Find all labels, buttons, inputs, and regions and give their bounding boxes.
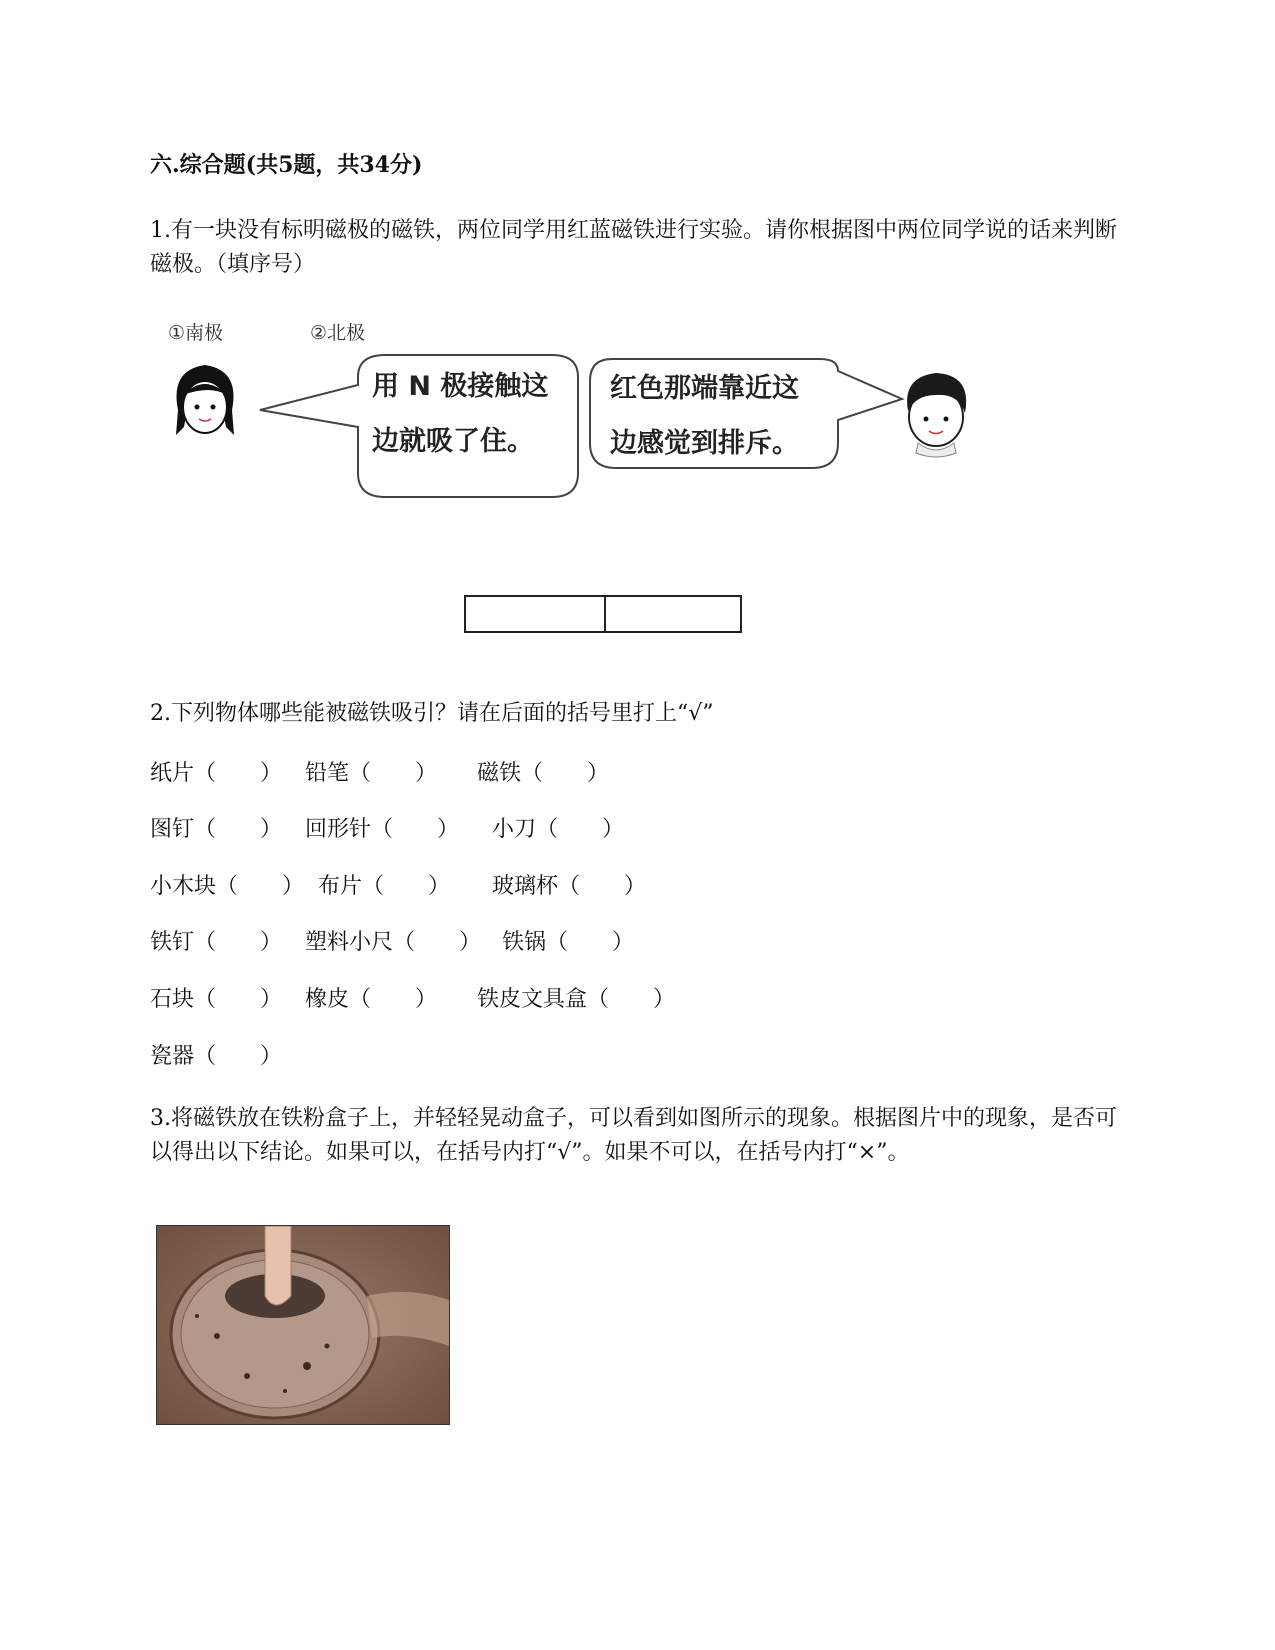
option-south-label: ①南极 bbox=[168, 322, 224, 344]
section-title: 六.综合题(共5题，共34分) bbox=[150, 152, 423, 178]
item-stone: 石块（ ） bbox=[150, 987, 283, 1012]
item-porcelain: 瓷器（ ） bbox=[150, 1044, 283, 1069]
item-iron-nail: 铁钉（ ） bbox=[150, 930, 283, 955]
item-tin-pencil-box: 铁皮文具盒（ ） bbox=[477, 987, 676, 1012]
answer-cell-right[interactable] bbox=[604, 597, 740, 631]
item-wood-block: 小木块（ ） bbox=[150, 874, 305, 899]
answer-box bbox=[464, 595, 742, 633]
item-iron-pot: 铁锅（ ） bbox=[502, 930, 635, 955]
item-paperclip: 回形针（ ） bbox=[305, 817, 460, 842]
girl-face-icon bbox=[176, 365, 234, 435]
item-cloth: 布片（ ） bbox=[318, 874, 451, 899]
question-3-text: 3.将磁铁放在铁粉盒子上，并轻轻晃动盒子，可以看到如图所示的现象。根据图片中的现象，是否可以得出以下结论。如果可以，在括号内打“√”。如果不可以，在括号内打“×”。 bbox=[150, 1106, 1117, 1165]
item-plastic-ruler: 塑料小尺（ ） bbox=[305, 930, 482, 955]
question-2-text: 2.下列物体哪些能被磁铁吸引？请在后面的括号里打上“√” bbox=[150, 701, 714, 726]
question-1-text: 1.有一块没有标明磁极的磁铁，两位同学用红蓝磁铁进行实验。请你根据图中两位同学说的话来判断磁极。（填序号） bbox=[150, 218, 1117, 277]
boy-face-icon bbox=[907, 373, 966, 457]
option-north-label: ②北极 bbox=[310, 322, 366, 344]
item-magnet: 磁铁（ ） bbox=[477, 761, 610, 786]
item-paper: 纸片（ ） bbox=[150, 761, 283, 786]
item-glass-cup: 玻璃杯（ ） bbox=[492, 874, 647, 899]
item-thumbtack: 图钉（ ） bbox=[150, 817, 283, 842]
boy-speech-line-1: 红色那端靠近这 bbox=[610, 373, 799, 404]
boy-speech-line-2: 边感觉到排斥。 bbox=[610, 428, 799, 459]
girl-speech-line-1: 用 N 极接触这 bbox=[372, 371, 549, 402]
girl-speech-line-2: 边就吸了住。 bbox=[372, 426, 534, 457]
item-pencil: 铅笔（ ） bbox=[305, 761, 438, 786]
answer-cell-left[interactable] bbox=[466, 597, 606, 631]
item-eraser: 橡皮（ ） bbox=[305, 987, 438, 1012]
iron-filings-photo bbox=[156, 1225, 450, 1425]
item-knife: 小刀（ ） bbox=[492, 817, 625, 842]
q1-figure bbox=[150, 315, 1030, 530]
